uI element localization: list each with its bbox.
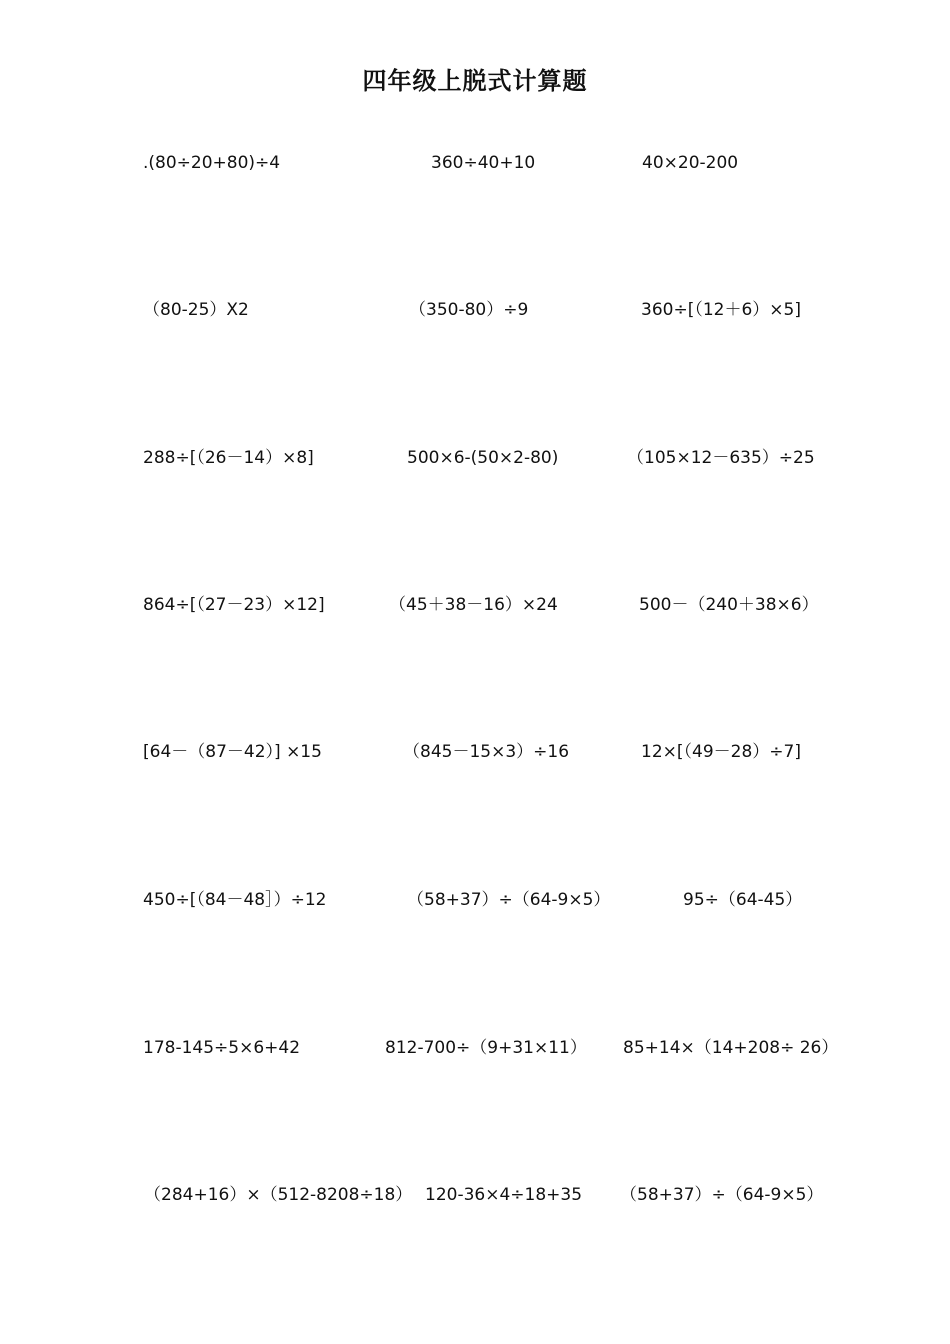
problem-7-2: 812-700÷（9+31×11） (385, 1038, 587, 1058)
problem-1-3: 40×20-200 (642, 153, 739, 173)
page-title: 四年级上脱式计算题 (362, 67, 588, 95)
problem-1-1: .(80÷20+80)÷4 (143, 153, 281, 173)
problem-3-1: 288÷[（26－14）×8] (143, 448, 314, 468)
problem-8-3: （58+37）÷（64-9×5） (620, 1185, 824, 1205)
problem-7-1: 178-145÷5×6+42 (143, 1038, 301, 1058)
problem-4-1: 864÷[（27－23）×12] (143, 595, 325, 615)
problem-5-3: 12×[（49－28）÷7] (641, 742, 801, 762)
problem-4-2: （45＋38－16）×24 (389, 595, 558, 615)
problem-4-3: 500－（240＋38×6） (639, 595, 819, 615)
problem-6-3: 95÷（64-45） (683, 890, 803, 910)
problem-1-2: 360÷40+10 (431, 153, 536, 173)
problem-6-1: 450÷[（84－48］）÷12 (143, 890, 327, 910)
problem-5-2: （845－15×3）÷16 (403, 742, 570, 762)
problem-8-2: 120-36×4÷18+35 (425, 1185, 583, 1205)
problem-7-3: 85+14×（14+208÷ 26） (623, 1038, 839, 1058)
problem-3-2: 500×6-(50×2-80) (407, 448, 559, 468)
problem-5-1: [64－（87－42）] ×15 (143, 742, 322, 762)
problem-2-2: （350-80）÷9 (409, 300, 529, 320)
problem-6-2: （58+37）÷（64-9×5） (407, 890, 611, 910)
problem-3-3: （105×12－635）÷25 (627, 448, 815, 468)
problem-2-3: 360÷[（12＋6）×5] (641, 300, 801, 320)
problem-8-1: （284+16）×（512-8208÷18） (144, 1185, 413, 1205)
problem-2-1: （80-25）X2 (143, 300, 249, 320)
